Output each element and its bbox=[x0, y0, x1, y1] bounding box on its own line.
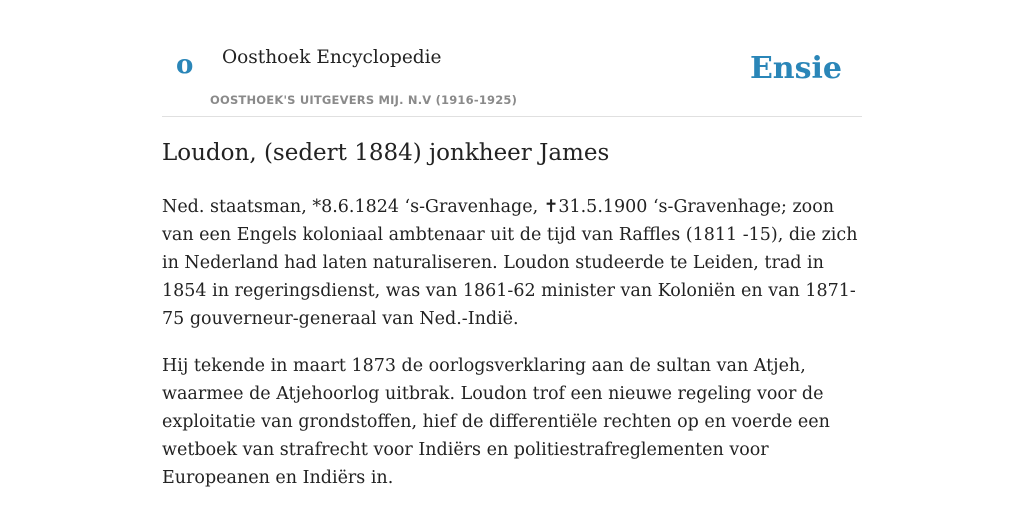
oosthoek-logo-icon[interactable]: o bbox=[176, 50, 194, 80]
entry-paragraph: Hij tekende in maart 1873 de oorlogsverklaring aan de sultan van Atjeh, waarmee de Atjehoorlog uitbrak. Loudon trof een nieuwe regeling voor de exploitatie van grondstoffen, hief de differentiële rechten op en voerde een wetboek van strafrecht voor Indiërs en politiestrafreglementen voor Europeanen en Indiërs in. bbox=[162, 356, 830, 488]
entry-body bbox=[162, 193, 862, 511]
entry-paragraph: Ned. staatsman, *8.6.1824 ‘s-Gravenhage, ✝31.5.1900 ‘s-Gravenhage; zoon van een Engels koloniaal ambtenaar uit de tijd van Raffles (1811 -15), die zich in Nederland had laten naturaliseren. Loudon studeerde te Leiden, trad in 1854 in regeringsdienst, was van 1861-62 minister van Koloniën en van 1871-75 gouverneur-generaal van Ned.-Indië. bbox=[162, 197, 858, 329]
entry-title: Loudon, (sedert 1884) jonkheer James bbox=[162, 140, 610, 166]
site-header bbox=[162, 30, 862, 117]
site-title[interactable]: Oosthoek Encyclopedie bbox=[222, 47, 442, 68]
publisher-label: OOSTHOEK'S UITGEVERS MIJ. N.V (1916-1925) bbox=[210, 93, 518, 107]
ensie-brand-link[interactable]: Ensie bbox=[749, 51, 842, 86]
